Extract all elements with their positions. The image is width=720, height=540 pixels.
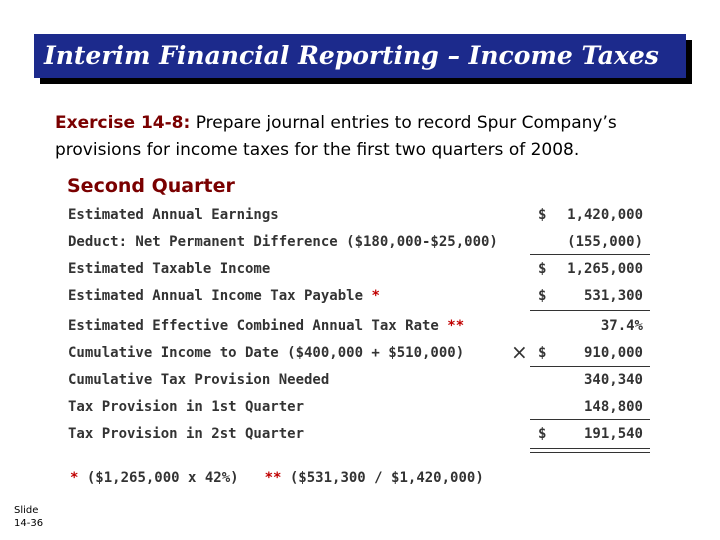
row-label: Estimated Annual Earnings xyxy=(68,207,279,223)
footnote-2: ($531,300 / $1,420,000) xyxy=(281,470,484,486)
subtraction-underline xyxy=(530,419,650,420)
slide-number xyxy=(14,504,43,530)
footnote-marker: ** xyxy=(447,318,465,334)
footnote-marker: * xyxy=(371,288,380,304)
footnote-marker: * xyxy=(70,470,79,486)
table-row xyxy=(68,205,653,227)
table-row xyxy=(68,370,653,392)
table-row xyxy=(68,259,653,281)
exercise-instructions xyxy=(55,110,705,164)
final-double-underline xyxy=(530,448,650,453)
row-amount: 1,420,000 xyxy=(567,207,643,223)
dollar-sign: $ xyxy=(538,288,547,304)
table-row xyxy=(68,232,653,254)
row-amount: 148,800 xyxy=(583,399,643,415)
row-label: Cumulative Income to Date ($400,000 + $510,000) xyxy=(68,345,465,361)
row-amount: 1,265,000 xyxy=(567,261,643,277)
footnote-marker: ** xyxy=(264,470,282,486)
row-amount: 191,540 xyxy=(583,426,643,442)
table-row xyxy=(68,340,653,365)
dollar-sign: $ xyxy=(538,261,547,277)
row-label: Estimated Taxable Income xyxy=(68,261,271,277)
dollar-sign: $ xyxy=(538,207,547,223)
exercise-text: Prepare journal entries to record Spur Company’s provisions for income taxes for the first two quarters of 2008. xyxy=(55,113,617,160)
exercise-label: Exercise 14-8: xyxy=(55,113,191,133)
multiply-icon: × xyxy=(511,340,528,364)
slide-page: 14-36 xyxy=(14,518,44,529)
row-label: Tax Provision in 2st Quarter xyxy=(68,426,305,442)
row-amount: (155,000) xyxy=(567,234,643,250)
row-amount: 340,340 xyxy=(583,372,643,388)
slide-title: Interim Financial Reporting – Income Taxes xyxy=(34,34,686,78)
table-row xyxy=(68,286,653,308)
table-row xyxy=(68,316,653,338)
table-row xyxy=(68,424,653,446)
table-row xyxy=(68,397,653,419)
row-label: Estimated Effective Combined Annual Tax Rate ** xyxy=(68,318,465,334)
row-label: Cumulative Tax Provision Needed xyxy=(68,372,330,388)
row-amount: 910,000 xyxy=(583,345,643,361)
slide-label: Slide xyxy=(14,505,39,516)
row-label: Deduct: Net Permanent Difference ($180,000-$25,000) xyxy=(68,234,498,250)
section-title: Second Quarter xyxy=(67,175,235,197)
product-underline xyxy=(530,366,650,367)
row-amount: 531,300 xyxy=(583,288,643,304)
row-label: Estimated Annual Income Tax Payable * xyxy=(68,288,380,304)
row-amount: 37.4% xyxy=(600,318,643,334)
row-label: Tax Provision in 1st Quarter xyxy=(68,399,305,415)
subtotal-underline xyxy=(530,254,650,255)
footnote-1: ($1,265,000 x 42%) xyxy=(78,470,239,486)
total-underline xyxy=(530,310,650,311)
dollar-sign: $ xyxy=(538,426,547,442)
footnotes xyxy=(70,470,484,486)
dollar-sign: $ xyxy=(538,345,547,361)
